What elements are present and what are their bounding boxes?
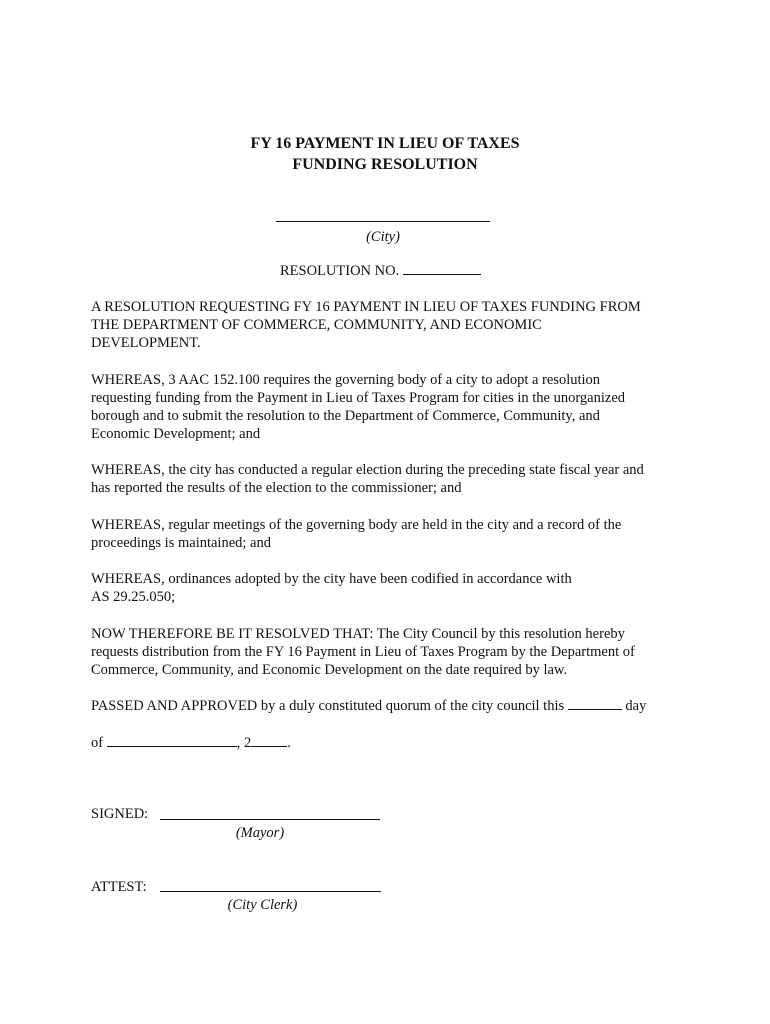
whereas-paragraph-3 xyxy=(91,516,681,552)
document-title-line1: FY 16 PAYMENT IN LIEU OF TAXES xyxy=(250,135,520,152)
paragraph-line: WHEREAS, regular meetings of the governing body are held in the city and a record of the xyxy=(91,517,622,533)
resolution-heading xyxy=(91,298,681,352)
paragraph-line: Economic Development; and xyxy=(91,426,261,442)
date-line xyxy=(91,734,681,752)
month-blank[interactable] xyxy=(107,734,237,747)
year-suffix: . xyxy=(287,735,291,751)
clerk-caption: (City Clerk) xyxy=(227,897,298,913)
paragraph-line: WHEREAS, 3 AAC 152.100 requires the governing body of a city to adopt a resolution xyxy=(91,372,601,388)
year-blank[interactable] xyxy=(251,734,287,747)
paragraph-line: NOW THEREFORE BE IT RESOLVED THAT: The City Council by this resolution hereby xyxy=(91,626,625,642)
year-prefix: , 2 xyxy=(236,735,252,751)
resolution-number-blank[interactable] xyxy=(403,262,481,275)
heading-line: A RESOLUTION REQUESTING FY 16 PAYMENT IN LIEU OF TAXES FUNDING FROM xyxy=(91,299,641,315)
heading-line: THE DEPARTMENT OF COMMERCE, COMMUNITY, AND ECONOMIC xyxy=(91,317,542,333)
passed-approved-text: PASSED AND APPROVED by a duly constituted quorum of the city council this xyxy=(91,698,565,714)
paragraph-line: has reported the results of the election to the commissioner; and xyxy=(91,480,462,496)
paragraph-line: proceedings is maintained; and xyxy=(91,535,271,551)
whereas-paragraph-1 xyxy=(91,371,681,443)
day-label: day xyxy=(625,698,647,714)
paragraph-line: WHEREAS, ordinances adopted by the city have been codified in accordance with xyxy=(91,571,572,587)
document-title-line2: FUNDING RESOLUTION xyxy=(292,156,478,173)
paragraph-line: requesting funding from the Payment in Lieu of Taxes Program for cities in the unorganized xyxy=(91,390,626,406)
of-label: of xyxy=(91,735,104,751)
paragraph-line: borough and to submit the resolution to the Department of Commerce, Community, and xyxy=(91,408,600,424)
heading-line: DEVELOPMENT. xyxy=(91,335,201,351)
mayor-caption: (Mayor) xyxy=(235,825,285,841)
paragraph-line: Commerce, Community, and Economic Development on the date required by law. xyxy=(91,662,568,678)
clerk-signature-line[interactable] xyxy=(160,891,381,892)
whereas-paragraph-2 xyxy=(91,461,681,497)
paragraph-line: WHEREAS, the city has conducted a regular election during the preceding state fiscal year and xyxy=(91,462,644,478)
passed-approved-line xyxy=(91,697,691,715)
resolution-number-row xyxy=(280,262,481,280)
signed-label: SIGNED: xyxy=(91,806,149,822)
paragraph-line: AS 29.25.050; xyxy=(91,589,176,605)
paragraph-line: requests distribution from the FY 16 Payment in Lieu of Taxes Program by the Department of xyxy=(91,644,635,660)
attest-label: ATTEST: xyxy=(91,879,147,895)
mayor-signature-line[interactable] xyxy=(160,819,380,820)
resolution-number-label: RESOLUTION NO. xyxy=(280,263,400,279)
city-caption: (City) xyxy=(366,229,400,245)
city-name-blank[interactable] xyxy=(276,221,490,222)
whereas-paragraph-4 xyxy=(91,570,681,606)
resolved-paragraph xyxy=(91,625,681,679)
day-blank[interactable] xyxy=(568,697,622,710)
